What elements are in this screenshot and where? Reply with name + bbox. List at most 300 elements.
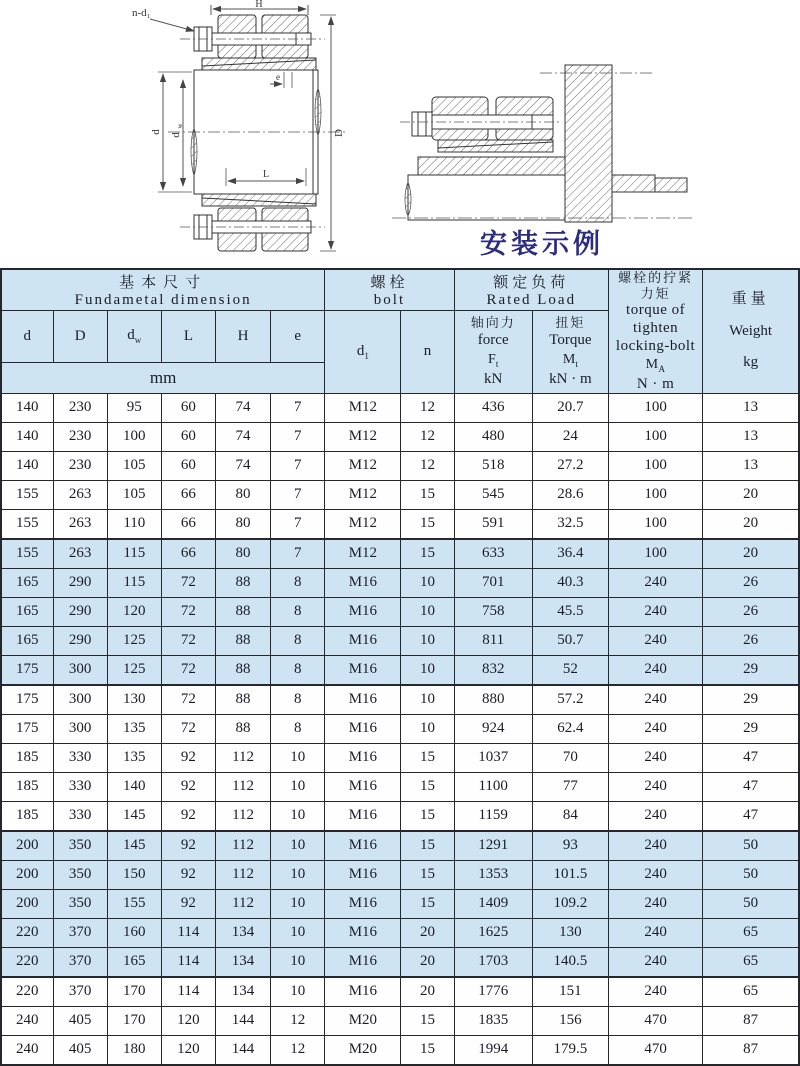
cell-D: 263 — [53, 509, 107, 539]
cell-Ft: 436 — [454, 393, 532, 422]
col-header-D: D — [53, 311, 107, 363]
cell-d: 200 — [1, 831, 53, 861]
cell-weight: 29 — [703, 714, 799, 743]
cell-d1: M16 — [325, 918, 401, 947]
dim-label-d: d — [150, 129, 162, 135]
cell-Ft: 545 — [454, 480, 532, 509]
cell-Mt: 156 — [532, 1006, 608, 1035]
cell-D: 350 — [53, 889, 107, 918]
cell-weight: 47 — [703, 772, 799, 801]
cell-D: 350 — [53, 860, 107, 889]
cell-n: 12 — [401, 393, 454, 422]
cell-H: 88 — [215, 597, 270, 626]
cell-H: 88 — [215, 714, 270, 743]
cell-Mt: 130 — [532, 918, 608, 947]
cell-L: 60 — [161, 451, 215, 480]
dim-label-H: H — [255, 0, 263, 10]
cell-e: 8 — [271, 714, 325, 743]
cell-H: 134 — [215, 918, 270, 947]
cell-d1: M16 — [325, 831, 401, 861]
cell-d: 165 — [1, 568, 53, 597]
cell-H: 112 — [215, 831, 270, 861]
cell-D: 330 — [53, 743, 107, 772]
cell-Ft: 591 — [454, 509, 532, 539]
cell-Mt: 109.2 — [532, 889, 608, 918]
table-row — [1, 1006, 799, 1035]
cell-L: 66 — [161, 480, 215, 509]
cell-L: 120 — [161, 1006, 215, 1035]
col-header-e: e — [271, 311, 325, 363]
cell-e: 10 — [271, 831, 325, 861]
cell-MA: 470 — [608, 1035, 702, 1065]
cell-d: 140 — [1, 393, 53, 422]
cell-Mt: 93 — [532, 831, 608, 861]
cell-n: 15 — [401, 539, 454, 569]
cell-MA: 240 — [608, 889, 702, 918]
cell-n: 15 — [401, 889, 454, 918]
cell-D: 300 — [53, 714, 107, 743]
cell-dw: 165 — [107, 947, 161, 977]
cell-dw: 105 — [107, 451, 161, 480]
cell-dw: 110 — [107, 509, 161, 539]
cell-D: 300 — [53, 655, 107, 685]
cell-d1: M16 — [325, 714, 401, 743]
cell-n: 10 — [401, 655, 454, 685]
cell-Mt: 45.5 — [532, 597, 608, 626]
cell-e: 8 — [271, 685, 325, 715]
cell-e: 10 — [271, 801, 325, 831]
cell-e: 12 — [271, 1035, 325, 1065]
dim-label-n-d1: n-d₁ — [132, 7, 151, 19]
cell-MA: 100 — [608, 393, 702, 422]
cell-d: 175 — [1, 685, 53, 715]
cell-d1: M16 — [325, 568, 401, 597]
cell-Ft: 1625 — [454, 918, 532, 947]
cell-MA: 240 — [608, 568, 702, 597]
cell-L: 72 — [161, 685, 215, 715]
cell-d1: M12 — [325, 509, 401, 539]
cell-weight: 29 — [703, 685, 799, 715]
cell-e: 7 — [271, 451, 325, 480]
cell-d: 140 — [1, 451, 53, 480]
cell-H: 134 — [215, 947, 270, 977]
table-row — [1, 801, 799, 831]
cell-Mt: 101.5 — [532, 860, 608, 889]
cell-d1: M16 — [325, 655, 401, 685]
table-row — [1, 743, 799, 772]
spec-table — [0, 268, 800, 1066]
cell-d: 240 — [1, 1006, 53, 1035]
cell-weight: 13 — [703, 393, 799, 422]
cell-MA: 240 — [608, 626, 702, 655]
cell-d1: M16 — [325, 685, 401, 715]
cell-Ft: 518 — [454, 451, 532, 480]
table-row — [1, 422, 799, 451]
cell-L: 120 — [161, 1035, 215, 1065]
cell-weight: 29 — [703, 655, 799, 685]
cell-n: 15 — [401, 860, 454, 889]
cell-L: 92 — [161, 831, 215, 861]
cell-Ft: 1994 — [454, 1035, 532, 1065]
cell-d: 200 — [1, 860, 53, 889]
cell-d: 220 — [1, 977, 53, 1007]
table-row — [1, 393, 799, 422]
cell-d1: M16 — [325, 977, 401, 1007]
cell-Mt: 36.4 — [532, 539, 608, 569]
cell-e: 7 — [271, 539, 325, 569]
cell-Ft: 1409 — [454, 889, 532, 918]
dim-label-dw-sub: w — [176, 123, 184, 129]
cell-weight: 26 — [703, 597, 799, 626]
cell-d: 155 — [1, 480, 53, 509]
cell-Mt: 20.7 — [532, 393, 608, 422]
cell-dw: 145 — [107, 831, 161, 861]
cell-MA: 100 — [608, 509, 702, 539]
table-row — [1, 889, 799, 918]
cell-n: 10 — [401, 568, 454, 597]
cell-d: 155 — [1, 509, 53, 539]
cell-dw: 95 — [107, 393, 161, 422]
cell-Mt: 24 — [532, 422, 608, 451]
cell-weight: 13 — [703, 422, 799, 451]
col-header-axial-force: 轴向力 force $F_t$ kN — [454, 311, 532, 394]
cell-H: 80 — [215, 509, 270, 539]
cell-weight: 47 — [703, 801, 799, 831]
cell-d: 185 — [1, 743, 53, 772]
cell-H: 80 — [215, 539, 270, 569]
cell-Ft: 1835 — [454, 1006, 532, 1035]
cell-d: 140 — [1, 422, 53, 451]
cell-Ft: 1776 — [454, 977, 532, 1007]
cell-d1: M20 — [325, 1035, 401, 1065]
col-header-d: d — [1, 311, 53, 363]
cell-d: 175 — [1, 714, 53, 743]
cell-n: 10 — [401, 626, 454, 655]
cell-MA: 240 — [608, 918, 702, 947]
cell-MA: 240 — [608, 947, 702, 977]
cell-weight: 50 — [703, 860, 799, 889]
table-row — [1, 772, 799, 801]
header-weight: 重量 Weight kg — [703, 269, 799, 393]
cell-MA: 100 — [608, 539, 702, 569]
cell-n: 20 — [401, 947, 454, 977]
cell-weight: 65 — [703, 977, 799, 1007]
cell-e: 12 — [271, 1006, 325, 1035]
table-row — [1, 831, 799, 861]
cell-L: 92 — [161, 801, 215, 831]
cell-MA: 100 — [608, 451, 702, 480]
cell-n: 10 — [401, 685, 454, 715]
cell-e: 10 — [271, 772, 325, 801]
cell-L: 72 — [161, 597, 215, 626]
cell-Mt: 28.6 — [532, 480, 608, 509]
cell-L: 66 — [161, 539, 215, 569]
cell-dw: 145 — [107, 801, 161, 831]
cell-Mt: 52 — [532, 655, 608, 685]
cell-d1: M16 — [325, 772, 401, 801]
table-row — [1, 947, 799, 977]
installation-example-caption: 安装示例 — [480, 229, 604, 259]
cell-L: 92 — [161, 860, 215, 889]
cell-Ft: 1353 — [454, 860, 532, 889]
cell-D: 330 — [53, 772, 107, 801]
cell-d: 175 — [1, 655, 53, 685]
cell-D: 405 — [53, 1035, 107, 1065]
cell-d: 185 — [1, 772, 53, 801]
cell-D: 230 — [53, 393, 107, 422]
cell-d1: M12 — [325, 539, 401, 569]
cell-dw: 150 — [107, 860, 161, 889]
cell-Mt: 70 — [532, 743, 608, 772]
cell-weight: 87 — [703, 1006, 799, 1035]
cell-Mt: 27.2 — [532, 451, 608, 480]
cell-d: 165 — [1, 597, 53, 626]
cell-H: 80 — [215, 480, 270, 509]
cell-weight: 50 — [703, 831, 799, 861]
cell-d: 240 — [1, 1035, 53, 1065]
col-header-H: H — [215, 311, 270, 363]
cell-MA: 240 — [608, 860, 702, 889]
cell-D: 230 — [53, 451, 107, 480]
cell-L: 60 — [161, 422, 215, 451]
cell-H: 112 — [215, 889, 270, 918]
spec-table-body — [1, 393, 799, 1065]
cell-MA: 240 — [608, 597, 702, 626]
table-row — [1, 480, 799, 509]
cell-Ft: 811 — [454, 626, 532, 655]
cell-e: 10 — [271, 743, 325, 772]
cell-e: 8 — [271, 626, 325, 655]
cell-dw: 135 — [107, 743, 161, 772]
cell-D: 290 — [53, 597, 107, 626]
cell-e: 10 — [271, 860, 325, 889]
cell-H: 134 — [215, 977, 270, 1007]
cell-n: 15 — [401, 509, 454, 539]
cell-L: 114 — [161, 977, 215, 1007]
cell-H: 74 — [215, 393, 270, 422]
cell-D: 350 — [53, 831, 107, 861]
cell-e: 7 — [271, 509, 325, 539]
cell-d: 165 — [1, 626, 53, 655]
cell-d1: M16 — [325, 626, 401, 655]
cell-Mt: 151 — [532, 977, 608, 1007]
cell-n: 15 — [401, 801, 454, 831]
cell-n: 20 — [401, 977, 454, 1007]
cell-D: 263 — [53, 539, 107, 569]
cell-weight: 50 — [703, 889, 799, 918]
cell-Ft: 832 — [454, 655, 532, 685]
col-header-dw: $d_w$ — [107, 311, 161, 363]
cell-d1: M20 — [325, 1006, 401, 1035]
cell-d1: M12 — [325, 422, 401, 451]
cell-d1: M16 — [325, 801, 401, 831]
unit-mm: mm — [1, 362, 325, 393]
cell-e: 7 — [271, 393, 325, 422]
cell-L: 92 — [161, 889, 215, 918]
cell-MA: 240 — [608, 831, 702, 861]
cell-MA: 240 — [608, 772, 702, 801]
cell-D: 290 — [53, 626, 107, 655]
table-row — [1, 509, 799, 539]
cell-Mt: 140.5 — [532, 947, 608, 977]
cell-MA: 100 — [608, 480, 702, 509]
table-row — [1, 860, 799, 889]
cell-L: 72 — [161, 655, 215, 685]
cell-MA: 100 — [608, 422, 702, 451]
col-header-L: L — [161, 311, 215, 363]
cell-D: 370 — [53, 977, 107, 1007]
cell-d1: M16 — [325, 860, 401, 889]
cell-n: 12 — [401, 451, 454, 480]
header-locking-torque: 螺栓的拧紧 力矩 torque of tighten locking-bolt $M_A$ N · m — [608, 269, 702, 393]
cell-L: 60 — [161, 393, 215, 422]
cell-n: 10 — [401, 714, 454, 743]
cell-e: 10 — [271, 918, 325, 947]
cell-D: 230 — [53, 422, 107, 451]
cell-dw: 155 — [107, 889, 161, 918]
cell-H: 88 — [215, 655, 270, 685]
cell-Mt: 84 — [532, 801, 608, 831]
cell-L: 114 — [161, 947, 215, 977]
cell-MA: 240 — [608, 655, 702, 685]
table-row — [1, 918, 799, 947]
dim-label-D: D — [333, 129, 345, 137]
cell-Mt: 50.7 — [532, 626, 608, 655]
cell-n: 15 — [401, 772, 454, 801]
cell-D: 405 — [53, 1006, 107, 1035]
cell-H: 88 — [215, 685, 270, 715]
cell-n: 15 — [401, 480, 454, 509]
cell-Ft: 1703 — [454, 947, 532, 977]
cell-weight: 47 — [703, 743, 799, 772]
cell-e: 10 — [271, 977, 325, 1007]
header-basic-dimension: 基本尺寸 Fundametal dimension — [1, 269, 325, 311]
cell-n: 20 — [401, 918, 454, 947]
cell-n: 12 — [401, 422, 454, 451]
cell-Mt: 57.2 — [532, 685, 608, 715]
cell-L: 92 — [161, 772, 215, 801]
table-row — [1, 626, 799, 655]
cell-n: 10 — [401, 597, 454, 626]
cell-weight: 20 — [703, 480, 799, 509]
col-header-n: n — [401, 311, 454, 394]
cell-n: 15 — [401, 831, 454, 861]
cell-e: 7 — [271, 480, 325, 509]
cell-H: 74 — [215, 451, 270, 480]
cell-MA: 240 — [608, 714, 702, 743]
table-row — [1, 451, 799, 480]
cell-d1: M16 — [325, 889, 401, 918]
cell-H: 88 — [215, 626, 270, 655]
cell-dw: 105 — [107, 480, 161, 509]
cell-d: 220 — [1, 947, 53, 977]
cell-dw: 170 — [107, 977, 161, 1007]
cell-dw: 140 — [107, 772, 161, 801]
cell-L: 66 — [161, 509, 215, 539]
cell-MA: 240 — [608, 801, 702, 831]
cell-MA: 470 — [608, 1006, 702, 1035]
cell-Ft: 880 — [454, 685, 532, 715]
cell-weight: 13 — [703, 451, 799, 480]
cell-Mt: 62.4 — [532, 714, 608, 743]
cell-d1: M16 — [325, 947, 401, 977]
cell-Mt: 77 — [532, 772, 608, 801]
cell-dw: 125 — [107, 655, 161, 685]
cell-e: 7 — [271, 422, 325, 451]
cell-n: 15 — [401, 743, 454, 772]
cell-weight: 65 — [703, 947, 799, 977]
cell-L: 72 — [161, 568, 215, 597]
cell-n: 15 — [401, 1035, 454, 1065]
cell-H: 112 — [215, 801, 270, 831]
table-row — [1, 685, 799, 715]
cell-MA: 240 — [608, 685, 702, 715]
table-row — [1, 655, 799, 685]
table-row — [1, 597, 799, 626]
cell-d: 185 — [1, 801, 53, 831]
cell-H: 112 — [215, 772, 270, 801]
cell-weight: 20 — [703, 509, 799, 539]
dim-label-L: L — [262, 169, 270, 180]
cell-MA: 240 — [608, 977, 702, 1007]
table-row — [1, 977, 799, 1007]
cell-d1: M12 — [325, 393, 401, 422]
cell-D: 300 — [53, 685, 107, 715]
cell-L: 92 — [161, 743, 215, 772]
cell-e: 10 — [271, 947, 325, 977]
dim-label-e: e — [276, 72, 280, 82]
cell-Mt: 40.3 — [532, 568, 608, 597]
cell-dw: 120 — [107, 597, 161, 626]
cell-H: 74 — [215, 422, 270, 451]
cell-d1: M16 — [325, 743, 401, 772]
cell-dw: 160 — [107, 918, 161, 947]
cell-e: 8 — [271, 568, 325, 597]
cell-L: 114 — [161, 918, 215, 947]
cell-weight: 26 — [703, 626, 799, 655]
cell-L: 72 — [161, 626, 215, 655]
cell-Mt: 179.5 — [532, 1035, 608, 1065]
cell-dw: 100 — [107, 422, 161, 451]
cell-n: 15 — [401, 1006, 454, 1035]
cell-H: 112 — [215, 860, 270, 889]
cell-Ft: 701 — [454, 568, 532, 597]
cell-Ft: 1291 — [454, 831, 532, 861]
cell-dw: 115 — [107, 568, 161, 597]
cell-Ft: 1159 — [454, 801, 532, 831]
dim-label-dw: d — [170, 132, 182, 138]
cell-d: 200 — [1, 889, 53, 918]
cell-Ft: 480 — [454, 422, 532, 451]
spec-table-header — [1, 269, 799, 393]
cell-H: 144 — [215, 1006, 270, 1035]
cell-Ft: 633 — [454, 539, 532, 569]
cell-Ft: 924 — [454, 714, 532, 743]
cell-dw: 125 — [107, 626, 161, 655]
cell-L: 72 — [161, 714, 215, 743]
cell-d1: M16 — [325, 597, 401, 626]
cell-D: 370 — [53, 947, 107, 977]
cell-e: 10 — [271, 889, 325, 918]
cell-D: 370 — [53, 918, 107, 947]
cell-dw: 135 — [107, 714, 161, 743]
cell-weight: 87 — [703, 1035, 799, 1065]
cell-dw: 130 — [107, 685, 161, 715]
cell-weight: 26 — [703, 568, 799, 597]
header-rated-load: 额定负荷 Rated Load — [454, 269, 608, 311]
cell-e: 8 — [271, 655, 325, 685]
cell-Ft: 1037 — [454, 743, 532, 772]
